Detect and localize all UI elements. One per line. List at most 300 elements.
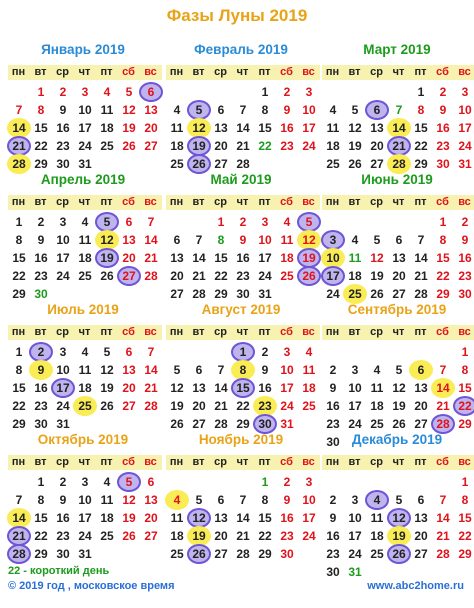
day-number: 8 <box>261 493 269 507</box>
day-number: 3 <box>305 85 313 99</box>
day-number: 22 <box>458 529 472 543</box>
day-number: 19 <box>100 251 114 265</box>
weekday-label: вт <box>34 66 47 78</box>
day-number: 15 <box>458 511 472 525</box>
weekday-label: сб <box>280 326 293 338</box>
day-number: 1 <box>15 345 23 359</box>
day-number: 25 <box>78 269 92 283</box>
day-number: 17 <box>78 121 92 135</box>
day-number: 29 <box>258 547 272 561</box>
day-number: 1 <box>261 475 269 489</box>
weekday-label: вс <box>458 456 471 468</box>
day-number: 26 <box>392 547 406 561</box>
day-number: 9 <box>59 493 67 507</box>
day-number: 20 <box>414 399 428 413</box>
weekday-label: сб <box>436 326 449 338</box>
weekday-label: сб <box>122 196 135 208</box>
day-number: 10 <box>280 363 294 377</box>
weekday-label: вт <box>348 456 361 468</box>
month-title: Август 2019 <box>201 302 281 317</box>
day-number: 6 <box>125 215 133 229</box>
day-number: 25 <box>170 547 184 561</box>
day-number: 1 <box>37 85 45 99</box>
day-number: 14 <box>236 511 250 525</box>
day-number: 5 <box>103 215 111 229</box>
day-number: 11 <box>302 363 316 377</box>
weekday-label: ср <box>56 456 69 468</box>
day-number: 21 <box>236 529 250 543</box>
day-number: 1 <box>217 215 225 229</box>
day-number: 18 <box>170 139 184 153</box>
day-number: 17 <box>56 251 70 265</box>
day-number: 21 <box>236 139 250 153</box>
day-number: 7 <box>439 363 447 377</box>
day-number: 28 <box>192 287 206 301</box>
day-number: 9 <box>283 493 291 507</box>
day-number: 13 <box>214 121 228 135</box>
day-number: 18 <box>370 399 384 413</box>
day-number: 13 <box>144 493 158 507</box>
weekday-label: сб <box>280 456 293 468</box>
day-number: 20 <box>370 139 384 153</box>
day-number: 13 <box>144 103 158 117</box>
day-number: 28 <box>436 547 450 561</box>
day-number: 31 <box>258 287 272 301</box>
day-number: 16 <box>280 121 294 135</box>
day-number: 6 <box>147 475 155 489</box>
day-number: 23 <box>326 547 340 561</box>
day-number: 27 <box>192 417 206 431</box>
weekday-label: ср <box>370 196 383 208</box>
day-number: 19 <box>370 269 384 283</box>
day-number: 31 <box>280 417 294 431</box>
day-number: 12 <box>100 233 114 247</box>
day-number: 29 <box>458 547 472 561</box>
day-number: 4 <box>81 345 89 359</box>
weekday-label: чт <box>236 196 249 208</box>
weekday-label: ср <box>214 196 227 208</box>
weekday-label: ср <box>214 456 227 468</box>
weekday-label: вс <box>458 326 471 338</box>
weekday-label: вт <box>348 66 361 78</box>
day-number: 1 <box>15 215 23 229</box>
day-number: 10 <box>56 233 70 247</box>
day-number: 8 <box>461 493 469 507</box>
weekday-label: пт <box>100 66 113 78</box>
day-number: 8 <box>239 363 247 377</box>
weekday-label: вт <box>192 326 205 338</box>
weekday-label: чт <box>392 326 405 338</box>
day-number: 7 <box>417 233 425 247</box>
day-number: 27 <box>414 547 428 561</box>
day-number: 25 <box>78 399 92 413</box>
day-number: 3 <box>81 475 89 489</box>
day-number: 22 <box>436 269 450 283</box>
day-number: 21 <box>144 381 158 395</box>
day-number: 31 <box>458 157 472 171</box>
day-number: 16 <box>458 251 472 265</box>
day-number: 20 <box>192 399 206 413</box>
month-title: Декабрь 2019 <box>351 432 443 447</box>
day-number: 27 <box>144 529 158 543</box>
day-number: 17 <box>280 381 294 395</box>
day-number: 2 <box>329 363 337 377</box>
weekday-label: вт <box>34 456 47 468</box>
weekday-label: пн <box>169 66 184 78</box>
day-number: 30 <box>56 157 70 171</box>
day-number: 20 <box>122 251 136 265</box>
day-number: 28 <box>236 157 250 171</box>
day-number: 17 <box>78 511 92 525</box>
day-number: 16 <box>326 399 340 413</box>
day-number: 25 <box>348 287 362 301</box>
day-number: 9 <box>239 233 247 247</box>
day-number: 12 <box>122 493 136 507</box>
day-number: 5 <box>125 475 133 489</box>
day-number: 27 <box>214 157 228 171</box>
day-number: 8 <box>461 363 469 377</box>
day-number: 20 <box>392 269 406 283</box>
day-number: 10 <box>458 103 472 117</box>
day-number: 26 <box>100 269 114 283</box>
day-number: 2 <box>261 345 269 359</box>
day-number: 25 <box>100 529 114 543</box>
day-number: 6 <box>173 233 181 247</box>
day-number: 2 <box>439 85 447 99</box>
day-number: 27 <box>170 287 184 301</box>
day-number: 10 <box>258 233 272 247</box>
day-number: 24 <box>348 417 362 431</box>
day-number: 7 <box>239 103 247 117</box>
weekday-label: вт <box>192 196 205 208</box>
day-number: 26 <box>192 157 206 171</box>
weekday-label: сб <box>280 196 293 208</box>
day-number: 12 <box>192 121 206 135</box>
day-number: 19 <box>192 139 206 153</box>
day-number: 19 <box>100 381 114 395</box>
day-number: 1 <box>461 345 469 359</box>
day-number: 27 <box>370 157 384 171</box>
day-number: 29 <box>414 157 428 171</box>
day-number: 22 <box>34 529 48 543</box>
day-number: 14 <box>144 233 158 247</box>
weekday-label: пн <box>11 326 26 338</box>
day-number: 21 <box>192 269 206 283</box>
day-number: 28 <box>144 399 158 413</box>
day-number: 18 <box>280 251 294 265</box>
day-number: 15 <box>414 121 428 135</box>
day-number: 7 <box>395 103 403 117</box>
day-number: 3 <box>81 85 89 99</box>
day-number: 23 <box>280 139 294 153</box>
day-number: 24 <box>280 399 294 413</box>
day-number: 26 <box>100 399 114 413</box>
day-number: 7 <box>15 103 23 117</box>
day-number: 22 <box>214 269 228 283</box>
copyright: © 2019 год , московское время <box>8 580 175 592</box>
day-number: 20 <box>144 121 158 135</box>
weekday-label: чт <box>236 456 249 468</box>
weekday-label: пт <box>258 196 271 208</box>
day-number: 15 <box>214 251 228 265</box>
day-number: 21 <box>392 139 406 153</box>
day-number: 24 <box>56 269 70 283</box>
day-number: 1 <box>239 345 247 359</box>
day-number: 9 <box>329 381 337 395</box>
day-number: 11 <box>370 381 384 395</box>
site-link[interactable]: www.abc2home.ru <box>367 580 464 592</box>
weekday-label: пт <box>100 196 113 208</box>
weekday-label: сб <box>436 66 449 78</box>
day-number: 2 <box>283 85 291 99</box>
day-number: 18 <box>78 381 92 395</box>
day-number: 12 <box>348 121 362 135</box>
month-title: Октябрь 2019 <box>37 432 129 447</box>
day-number: 8 <box>15 363 23 377</box>
weekday-label: пн <box>169 326 184 338</box>
day-number: 16 <box>326 529 340 543</box>
day-number: 22 <box>236 399 250 413</box>
day-number: 3 <box>261 215 269 229</box>
day-number: 10 <box>78 493 92 507</box>
day-number: 1 <box>461 475 469 489</box>
weekday-label: вс <box>144 326 157 338</box>
weekday-label: пн <box>11 456 26 468</box>
weekday-label: ср <box>214 66 227 78</box>
weekday-label: чт <box>392 196 405 208</box>
month-title: Январь 2019 <box>41 42 125 57</box>
day-number: 14 <box>214 381 228 395</box>
day-number: 26 <box>392 417 406 431</box>
day-number: 14 <box>414 251 428 265</box>
day-number: 9 <box>329 511 337 525</box>
day-number: 27 <box>414 417 428 431</box>
day-number: 29 <box>12 417 26 431</box>
day-number: 10 <box>78 103 92 117</box>
day-number: 15 <box>34 511 48 525</box>
day-number: 11 <box>100 103 114 117</box>
day-number: 4 <box>373 363 381 377</box>
day-number: 29 <box>34 547 48 561</box>
weekday-label: сб <box>122 326 135 338</box>
weekday-label: пн <box>325 196 340 208</box>
weekday-label: чт <box>392 456 405 468</box>
day-number: 8 <box>37 103 45 117</box>
day-number: 11 <box>280 233 294 247</box>
day-number: 15 <box>12 251 26 265</box>
day-number: 31 <box>78 547 92 561</box>
day-number: 22 <box>458 399 472 413</box>
weekday-label: чт <box>236 66 249 78</box>
weekday-label: вс <box>302 66 315 78</box>
day-number: 30 <box>34 417 48 431</box>
day-number: 29 <box>458 417 472 431</box>
day-number: 25 <box>370 417 384 431</box>
day-number: 23 <box>34 399 48 413</box>
day-number: 14 <box>192 251 206 265</box>
day-number: 6 <box>125 345 133 359</box>
weekday-label: сб <box>280 66 293 78</box>
month-title: Февраль 2019 <box>194 42 288 57</box>
day-number: 12 <box>192 511 206 525</box>
day-number: 2 <box>59 475 67 489</box>
day-number: 15 <box>34 121 48 135</box>
day-number: 10 <box>302 103 316 117</box>
short-day-note: 22 - короткий день <box>8 565 110 577</box>
month-title: Май 2019 <box>210 172 272 187</box>
day-number: 18 <box>348 269 362 283</box>
day-number: 24 <box>78 529 92 543</box>
day-number: 9 <box>37 233 45 247</box>
weekday-label: ср <box>370 66 383 78</box>
day-number: 19 <box>348 139 362 153</box>
weekday-label: пт <box>258 66 271 78</box>
day-number: 5 <box>125 85 133 99</box>
day-number: 15 <box>236 381 250 395</box>
day-number: 16 <box>56 511 70 525</box>
weekday-label: пт <box>414 456 427 468</box>
day-number: 24 <box>302 529 316 543</box>
day-number: 24 <box>258 269 272 283</box>
day-number: 4 <box>173 493 181 507</box>
day-number: 27 <box>122 399 136 413</box>
weekday-label: чт <box>236 326 249 338</box>
month-title: Июль 2019 <box>47 302 119 317</box>
day-number: 30 <box>34 287 48 301</box>
day-number: 10 <box>348 511 362 525</box>
day-number: 23 <box>458 269 472 283</box>
day-number: 14 <box>12 121 26 135</box>
day-number: 23 <box>258 399 272 413</box>
day-number: 26 <box>192 547 206 561</box>
day-number: 20 <box>414 529 428 543</box>
day-number: 24 <box>78 139 92 153</box>
day-number: 6 <box>395 233 403 247</box>
day-number: 17 <box>302 121 316 135</box>
weekday-label: вт <box>192 456 205 468</box>
day-number: 24 <box>326 287 340 301</box>
day-number: 14 <box>436 511 450 525</box>
day-number: 3 <box>351 493 359 507</box>
day-number: 3 <box>329 233 337 247</box>
weekday-label: вт <box>34 326 47 338</box>
day-number: 17 <box>326 269 340 283</box>
day-number: 6 <box>217 103 225 117</box>
day-number: 23 <box>56 139 70 153</box>
day-number: 2 <box>283 475 291 489</box>
day-number: 27 <box>122 269 136 283</box>
day-number: 5 <box>351 103 359 117</box>
day-number: 11 <box>326 121 340 135</box>
weekday-label: вс <box>458 66 471 78</box>
day-number: 18 <box>78 251 92 265</box>
day-number: 11 <box>100 493 114 507</box>
day-number: 31 <box>78 157 92 171</box>
day-number: 17 <box>56 381 70 395</box>
day-number: 22 <box>34 139 48 153</box>
day-number: 8 <box>261 103 269 117</box>
day-number: 30 <box>436 157 450 171</box>
day-number: 26 <box>302 269 316 283</box>
weekday-label: сб <box>122 456 135 468</box>
weekday-label: пт <box>414 326 427 338</box>
day-number: 28 <box>214 417 228 431</box>
day-number: 19 <box>392 529 406 543</box>
day-number: 2 <box>37 345 45 359</box>
day-number: 14 <box>12 511 26 525</box>
day-number: 21 <box>436 529 450 543</box>
day-number: 28 <box>414 287 428 301</box>
day-number: 4 <box>373 493 381 507</box>
day-number: 7 <box>195 233 203 247</box>
day-number: 10 <box>348 381 362 395</box>
day-number: 26 <box>348 157 362 171</box>
weekday-label: чт <box>78 66 91 78</box>
day-number: 10 <box>56 363 70 377</box>
weekday-label: пн <box>11 196 26 208</box>
day-number: 24 <box>302 139 316 153</box>
day-number: 1 <box>37 475 45 489</box>
day-number: 27 <box>392 287 406 301</box>
day-number: 13 <box>122 363 136 377</box>
month-title: Ноябрь 2019 <box>198 432 284 447</box>
day-number: 5 <box>103 345 111 359</box>
day-number: 20 <box>122 381 136 395</box>
day-number: 20 <box>214 139 228 153</box>
day-number: 4 <box>173 103 181 117</box>
day-number: 8 <box>417 103 425 117</box>
weekday-label: сб <box>436 456 449 468</box>
day-number: 26 <box>122 529 136 543</box>
day-number: 18 <box>370 529 384 543</box>
weekday-label: пт <box>258 456 271 468</box>
day-number: 6 <box>373 103 381 117</box>
day-number: 13 <box>414 381 428 395</box>
day-number: 23 <box>236 269 250 283</box>
day-number: 29 <box>214 287 228 301</box>
weekday-label: вт <box>34 196 47 208</box>
day-number: 1 <box>417 85 425 99</box>
day-number: 18 <box>326 139 340 153</box>
day-number: 12 <box>392 381 406 395</box>
month-title: Апрель 2019 <box>40 172 126 187</box>
weekday-label: пн <box>11 66 26 78</box>
weekday-label: пт <box>414 66 427 78</box>
day-number: 17 <box>458 121 472 135</box>
day-number: 13 <box>122 233 136 247</box>
day-number: 22 <box>258 139 272 153</box>
day-number: 1 <box>439 215 447 229</box>
weekday-label: чт <box>78 456 91 468</box>
day-number: 25 <box>326 157 340 171</box>
day-number: 11 <box>78 363 92 377</box>
weekday-label: ср <box>370 326 383 338</box>
day-number: 4 <box>329 103 337 117</box>
day-number: 9 <box>37 363 45 377</box>
day-number: 12 <box>170 381 184 395</box>
day-number: 23 <box>436 139 450 153</box>
weekday-label: вс <box>302 196 315 208</box>
day-number: 12 <box>122 103 136 117</box>
day-number: 19 <box>392 399 406 413</box>
day-number: 3 <box>283 345 291 359</box>
day-number: 11 <box>170 511 184 525</box>
day-number: 3 <box>59 345 67 359</box>
weekday-label: чт <box>392 66 405 78</box>
day-number: 30 <box>458 287 472 301</box>
day-number: 19 <box>192 529 206 543</box>
weekday-label: пт <box>100 326 113 338</box>
